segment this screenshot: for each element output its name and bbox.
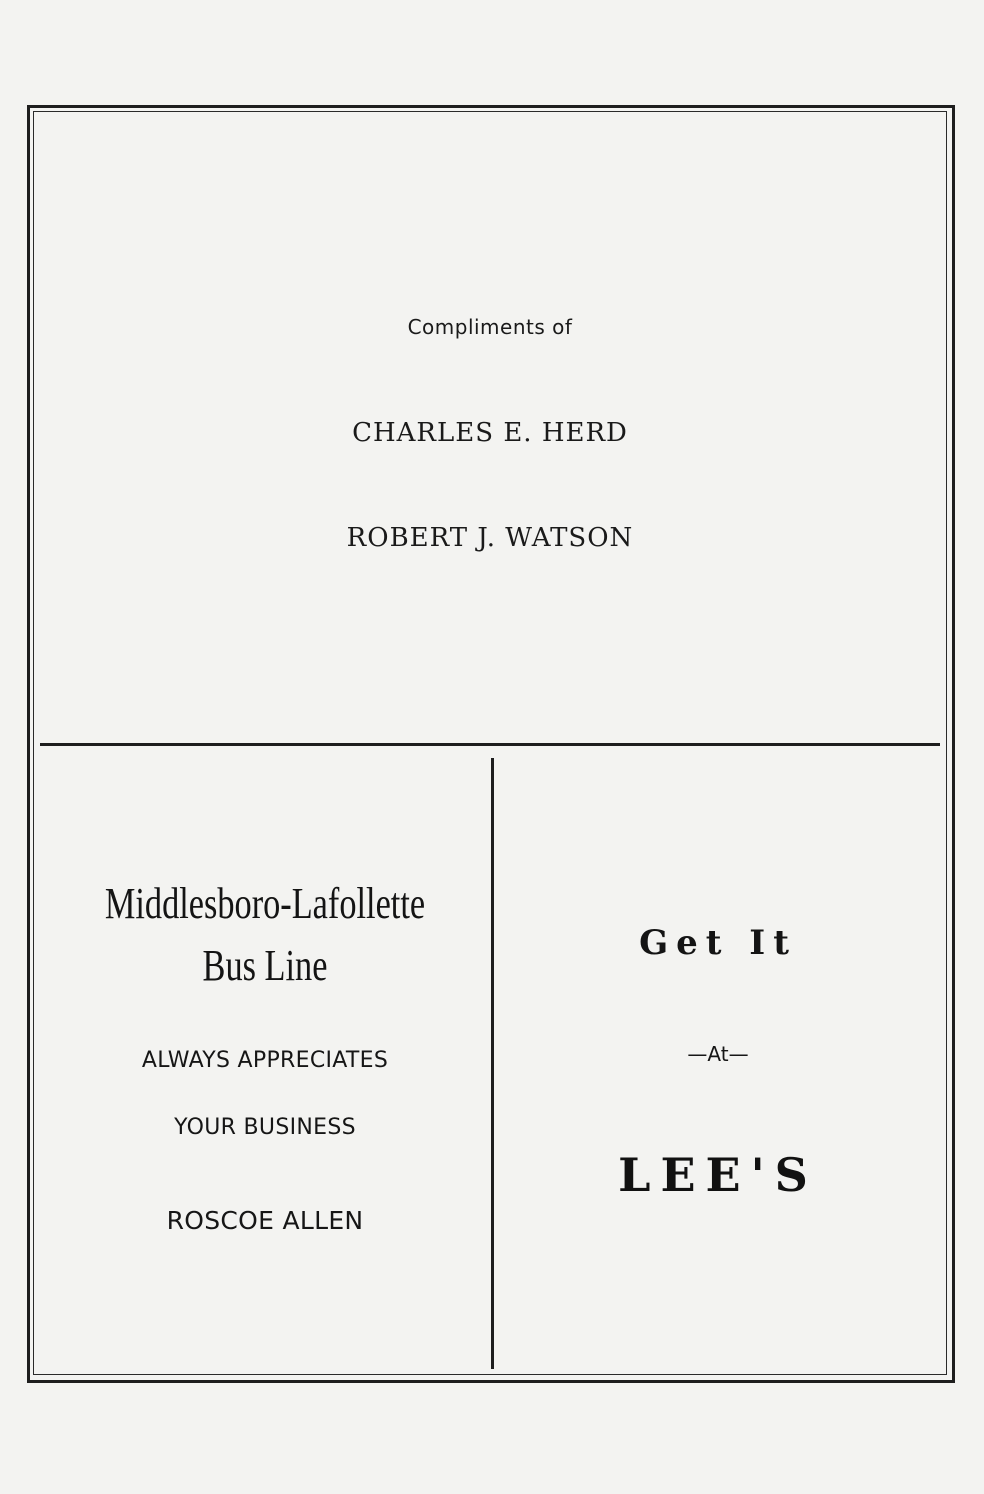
- bus-line-ad: [40, 760, 490, 1370]
- proprietor-name: ROSCOE ALLEN: [166, 1206, 364, 1235]
- ad-tagline: ALWAYS APPRECIATES: [141, 1048, 389, 1073]
- compliments-ad: [40, 120, 940, 740]
- compliments-intro: Compliments of: [407, 315, 573, 339]
- sponsor-name: ROBERT J. WATSON: [346, 523, 634, 553]
- ad-headline: Get It: [639, 923, 797, 963]
- horizontal-divider: [40, 743, 940, 746]
- store-name: LEE'S: [618, 1148, 818, 1202]
- lees-ad: [496, 760, 940, 1370]
- ad-connector: —At—: [687, 1042, 749, 1066]
- sponsor-name: CHARLES E. HERD: [352, 418, 628, 448]
- vertical-divider: [491, 758, 494, 1369]
- bus-line-title: Middlesboro-Lafollette: [104, 879, 426, 928]
- ad-tagline: YOUR BUSINESS: [174, 1115, 356, 1140]
- bus-line-subtitle: Bus Line: [202, 941, 328, 990]
